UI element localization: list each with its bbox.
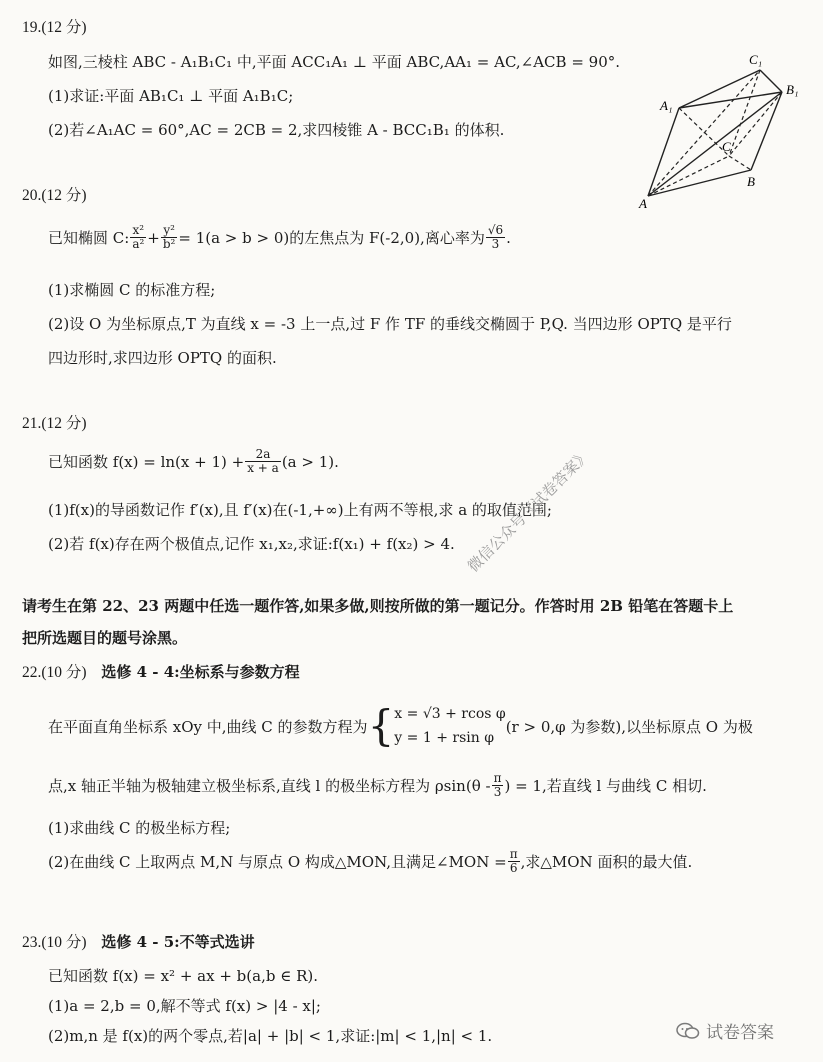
fraction-pi-over-6 [508, 848, 520, 875]
frac-num: √6 [487, 223, 504, 237]
q19-stem: 如图,三棱柱 ABC - A₁B₁C₁ 中,平面 ACC₁A₁ ⊥ 平面 ABC,AA₁ = AC,∠ACB = 90°. [48, 53, 621, 71]
q20-stem-tail: = 1(a > b > 0)的左焦点为 F(-2,0),离心率为 [178, 229, 485, 247]
q22-topic: 选修 4 - 4:坐标系与参数方程 [101, 663, 300, 681]
frac-num: π [493, 771, 502, 785]
param-eq-y: y = 1 + rsin φ [394, 730, 494, 746]
q22-stem [48, 700, 753, 752]
q22-part2 [48, 848, 692, 875]
plus-sign: + [147, 228, 160, 247]
frac-den: 6 [509, 861, 518, 875]
q22-stem-lead: 在平面直角坐标系 xOy 中,曲线 C 的参数方程为 [48, 717, 368, 736]
q21-stem-tail: (a > 1). [281, 452, 339, 471]
q23-topic: 选修 4 - 5:不等式选讲 [101, 933, 255, 951]
q19-part2: (2)若∠A₁AC = 60°,AC = 2CB = 2,求四棱锥 A - BCC₁B₁ 的体积. [48, 121, 505, 139]
fraction-pi-over-3 [492, 772, 504, 799]
q22-part2-tail: ,求△MON 面积的最大值. [520, 853, 693, 871]
edge-cb [729, 156, 751, 170]
frac-den: x + a [247, 461, 279, 475]
watermark: 微信公众号《试卷答案》 [464, 446, 594, 576]
wechat-icon [676, 1021, 700, 1041]
frac-num: π [509, 847, 518, 861]
label-c: C [722, 139, 731, 154]
choice-notice-line1: 请考生在第 22、23 两题中任选一题作答,如果多做,则按所做的第一题记分。作答时用 2B 铅笔在答题卡上 [22, 597, 734, 615]
q21-stem-lead: 已知函数 f(x) = ln(x + 1) + [48, 453, 245, 471]
logo-text: 试卷答案 [706, 1023, 774, 1043]
fraction-x2-a2 [130, 224, 146, 251]
q22-polar-tail: ) = 1,若直线 l 与曲线 C 相切. [504, 777, 707, 795]
q21-heading: 21.(12 分) [22, 415, 87, 432]
left-brace: { [367, 701, 395, 750]
q22-header [22, 662, 300, 683]
q20-part1: (1)求椭圆 C 的标准方程; [48, 281, 216, 299]
brand-logo [676, 1018, 774, 1043]
frac-den: b² [162, 237, 176, 251]
q22-heading: 22.(10 分) [22, 664, 87, 681]
frac-num: 2a [245, 448, 281, 462]
q21-part1: (1)f(x)的导函数记作 f′(x),且 f′(x)在(-1,+∞)上有两不等根,求 a 的取值范围; [48, 501, 552, 519]
q22-part2-lead: (2)在曲线 C 上取两点 M,N 与原点 O 构成△MON,且满足∠MON = [48, 853, 507, 871]
label-c1: C₁ [749, 52, 763, 67]
fraction-eccentricity [486, 224, 505, 251]
q22-stem-tail: (r > 0,φ 为参数),以坐标原点 O 为极 [505, 717, 753, 736]
q22-part1: (1)求曲线 C 的极坐标方程; [48, 819, 231, 837]
q23-header [22, 932, 255, 953]
q20-heading: 20.(12 分) [22, 187, 87, 204]
label-b1: B₁ [786, 82, 799, 97]
frac-num: y² [161, 224, 178, 238]
q23-part2: (2)m,n 是 f(x)的两个零点,若|a| + |b| < 1,求证:|m| < 1,|n| < 1. [48, 1027, 493, 1045]
edge-ac1 [648, 70, 760, 196]
q20-stem-lead: 已知椭圆 C: [48, 229, 130, 247]
q22-polar-line [48, 772, 707, 799]
q23-part1: (1)a = 2,b = 0,解不等式 f(x) > |4 - x|; [48, 997, 321, 1015]
fraction-y2-b2 [161, 224, 178, 251]
edge-c1b1 [760, 70, 782, 92]
choice-notice-line2: 把所选题目的题号涂黑。 [22, 629, 188, 647]
q22-polar-lead: 点,x 轴正半轴为极轴建立极坐标系,直线 l 的极坐标方程为 ρsin(θ - [48, 777, 491, 795]
q21-part2: (2)若 f(x)存在两个极值点,记作 x₁,x₂,求证:f(x₁) + f(x₂) > 4. [48, 535, 455, 553]
param-eq-x: x = √3 + rcos φ [394, 706, 506, 722]
edge-b1c [729, 92, 782, 156]
frac-den: 3 [491, 237, 500, 251]
q20-part2-line2: 四边形时,求四边形 OPTQ 的面积. [48, 349, 277, 367]
q21-stem [48, 448, 339, 475]
q19-part1: (1)求证:平面 AB₁C₁ ⊥ 平面 A₁B₁C; [48, 87, 294, 105]
label-b: B [747, 174, 755, 189]
label-a1: A₁ [660, 98, 673, 113]
q19-heading: 19.(12 分) [22, 19, 87, 36]
prism-figure [630, 48, 810, 213]
label-a: A [639, 196, 647, 211]
q20-part2-line1: (2)设 O 为坐标原点,T 为直线 x = -3 上一点,过 F 作 TF 的垂线交椭圆于 P,Q. 当四边形 OPTQ 是平行 [48, 315, 732, 333]
frac-den: 3 [493, 785, 502, 799]
frac-num: x² [130, 224, 146, 238]
parametric-system [394, 702, 505, 750]
q23-stem: 已知函数 f(x) = x² + ax + b(a,b ∈ R). [48, 967, 318, 985]
frac-den: a² [132, 237, 145, 251]
fraction-2a-over-x-plus-a [245, 448, 281, 475]
q20-stem: 已知椭圆 C: $\frac{\text{x²}}{\text{a²}}$ + $\frac{\text{y²}}{\text{b²}}$ = 1(a > b > 0)的左焦点为 F(-2,0),离心率为 $\frac{√6}{3}$ . [48, 223, 511, 251]
edge-ab [648, 170, 751, 196]
q23-heading: 23.(10 分) [22, 934, 87, 951]
